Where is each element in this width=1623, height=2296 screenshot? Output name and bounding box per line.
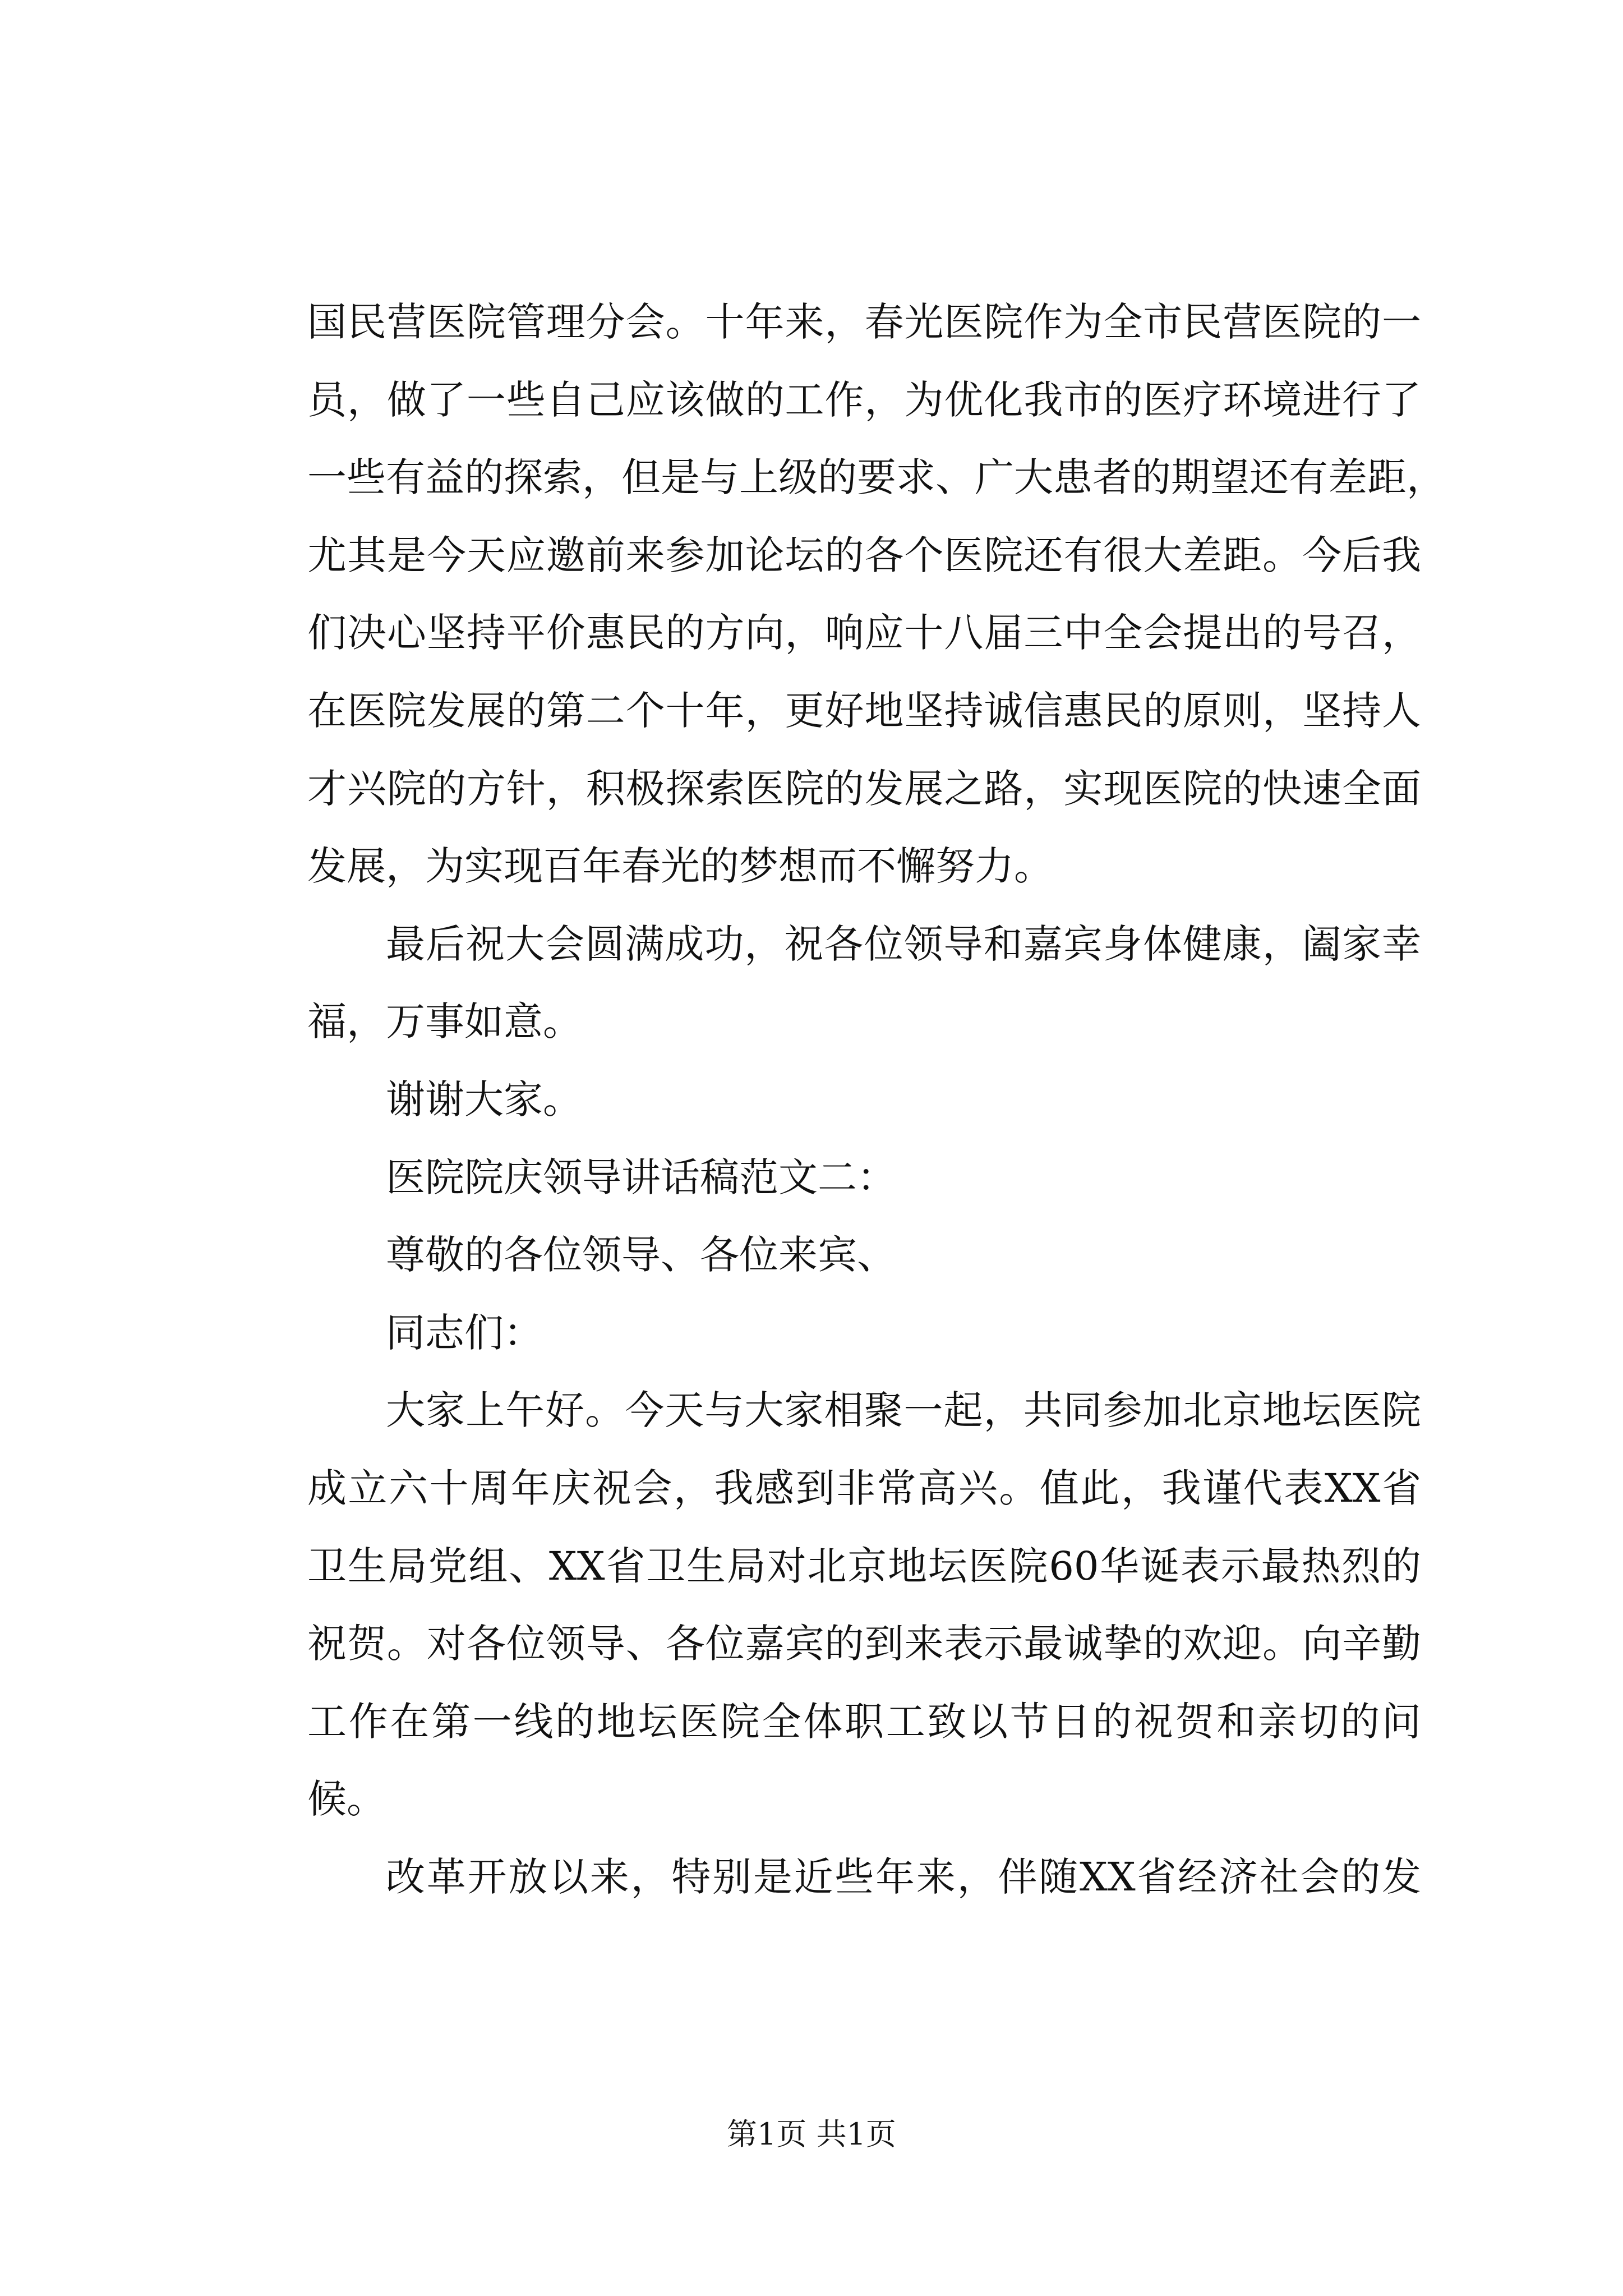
text-line: 员，做了一些自己应该做的工作，为优化我市的医疗环境进行了 xyxy=(307,376,1421,423)
text-line: 福，万事如意。 xyxy=(307,999,582,1045)
text-line: 才兴院的方针，积极探索医院的发展之路，实现医院的快速全面 xyxy=(307,765,1421,812)
text-line: 候。 xyxy=(307,1776,386,1823)
salutation-line: 同志们： xyxy=(386,1309,543,1356)
text-line: 大家上午好。今天与大家相聚一起，共同参加北京地坛医院 xyxy=(386,1387,1421,1434)
document-body xyxy=(307,283,1446,1916)
text-line: 国民营医院管理分会。十年来，春光医院作为全市民营医院的一 xyxy=(307,299,1421,345)
text-line: 发展，为实现百年春光的梦想而不懈努力。 xyxy=(307,843,1053,890)
text-line: 谢谢大家。 xyxy=(386,1076,582,1122)
text-line: 改革开放以来，特别是近些年来，伴随XX省经济社会的发 xyxy=(386,1853,1421,1900)
text-line: 们决心坚持平价惠民的方向，响应十八届三中全会提出的号召， xyxy=(307,610,1421,656)
text-line: 尤其是今天应邀前来参加论坛的各个医院还有很大差距。今后我 xyxy=(307,532,1421,578)
section-heading: 医院院庆领导讲话稿范文二： xyxy=(386,1154,896,1200)
text-line: 祝贺。对各位领导、各位嘉宾的到来表示最诚挚的欢迎。向辛勤 xyxy=(307,1621,1421,1667)
page-number-footer: 第1页 共1页 xyxy=(727,2116,896,2152)
salutation-line: 尊敬的各位领导、各位来宾、 xyxy=(386,1232,896,1278)
text-line: 在医院发展的第二个十年，更好地坚持诚信惠民的原则，坚持人 xyxy=(307,687,1421,734)
text-line: 卫生局党组、XX省卫生局对北京地坛医院60华诞表示最热烈的 xyxy=(307,1543,1421,1589)
text-line: 工作在第一线的地坛医院全体职工致以节日的祝贺和亲切的问 xyxy=(307,1698,1421,1745)
text-line: 最后祝大会圆满成功，祝各位领导和嘉宾身体健康，阖家幸 xyxy=(386,921,1421,967)
text-line: 一些有益的探索，但是与上级的要求、广大患者的期望还有差距， xyxy=(307,454,1446,501)
text-line: 成立六十周年庆祝会，我感到非常高兴。值此，我谨代表XX省 xyxy=(307,1465,1421,1511)
